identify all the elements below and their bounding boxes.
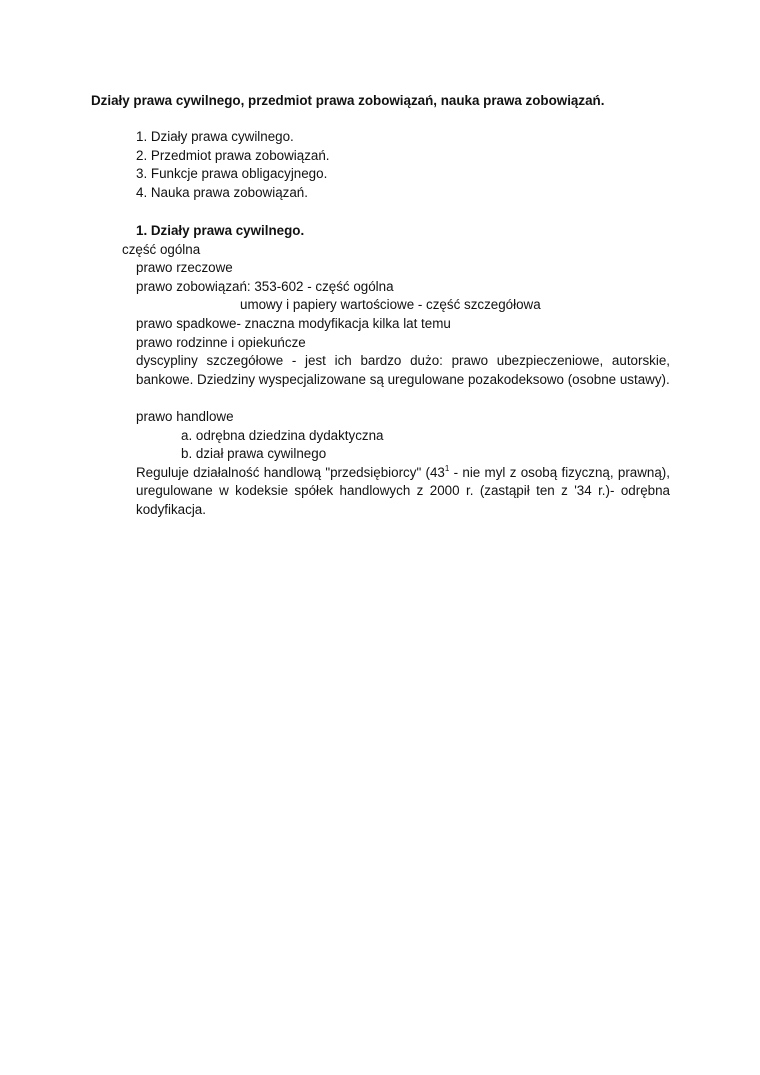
text-line: prawo rzeczowe <box>136 260 233 276</box>
toc-item: 3. Funkcje prawa obligacyjnego. <box>136 166 328 182</box>
text-line: część ogólna <box>122 241 201 257</box>
text-line: prawo spadkowe- znaczna modyfikacja kilka lat temu <box>136 315 451 331</box>
list-item: b. dział prawa cywilnego <box>181 446 327 462</box>
table-of-contents <box>136 128 330 202</box>
toc-item: 2. Przedmiot prawa zobowiązań. <box>136 147 330 163</box>
text-line: umowy i papiery wartościowe - część szczegółowa <box>240 297 541 313</box>
document-title: Działy prawa cywilnego, przedmiot prawa zobowiązań, nauka prawa zobowiązań. <box>91 93 605 108</box>
text-line: prawo zobowiązań: 353-602 - część ogólna <box>136 278 394 294</box>
spacer <box>136 389 670 408</box>
list-item: a. odrębna dziedzina dydaktyczna <box>181 427 384 443</box>
paragraph-text: - nie myl z osobą fizyczną, prawną), uregulowane w kodeksie spółek handlowych z 2000 r. (zastąpił ten z '34 r.)- odrębna kodyfikacja. <box>136 464 670 517</box>
paragraph-dyscypliny: dyscypliny szczegółowe - jest ich bardzo dużo: prawo ubezpieczeniowe, autorskie, bankowe. Dziedziny wyspecjalizowane są uregulowane pozakodeksowo (osobne ustawy). <box>136 353 670 387</box>
section-1 <box>122 222 670 520</box>
section-heading: 1. Działy prawa cywilnego. <box>136 223 305 238</box>
text-line: prawo rodzinne i opiekuńcze <box>136 334 306 350</box>
toc-item: 4. Nauka prawa zobowiązań. <box>136 184 308 200</box>
superscript: 1 <box>444 463 450 473</box>
paragraph-handlowe <box>136 464 670 520</box>
toc-item: 1. Działy prawa cywilnego. <box>136 129 294 144</box>
paragraph-text: Reguluje działalność handlową "przedsiębiorcy" (43 <box>136 464 445 480</box>
handlowe-label: prawo handlowe <box>136 408 234 424</box>
